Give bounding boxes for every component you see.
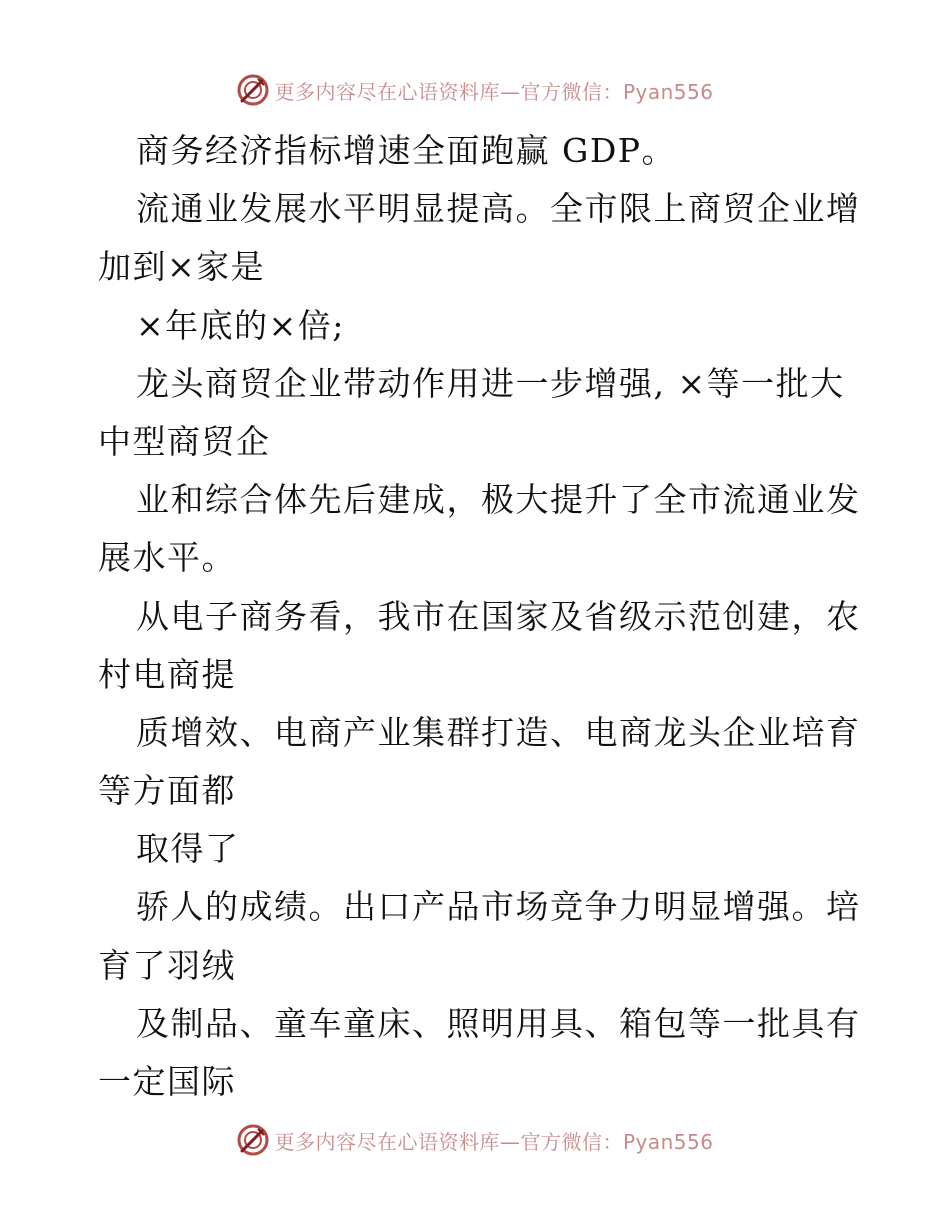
text-line: 从电子商务看，我市在国家及省级示范创建，农 (136, 596, 861, 636)
text-line: 展水平。 (98, 538, 236, 578)
watermark-text: 更多内容尽在心语资料库—官方微信：Pyan556 (274, 79, 714, 104)
text-line: 及制品、童车童床、照明用具、箱包等一批具有 (136, 1003, 861, 1043)
watermark-banner-top (0, 70, 950, 110)
logo-icon (236, 1123, 270, 1157)
watermark-text: 更多内容尽在心语资料库—官方微信：Pyan556 (274, 1129, 714, 1154)
text-line: ×年底的×倍; (136, 305, 345, 345)
text-line: 加到×家是 (98, 247, 266, 287)
text-line: 骄人的成绩。出口产品市场竞争力明显增强。培 (136, 887, 861, 927)
text-line: 商务经济指标增速全面跑赢 GDP。 (136, 131, 677, 170)
text-line: 流通业发展水平明显提高。全市限上商贸企业增 (136, 189, 861, 229)
text-line: 等方面都 (98, 771, 236, 811)
text-line: 业和综合体先后建成，极大提升了全市流通业发 (136, 480, 861, 520)
watermark-banner-bottom (0, 1120, 950, 1160)
text-line: 一定国际 (98, 1062, 236, 1101)
text-line: 龙头商贸企业带动作用进一步增强, ×等一批大 (136, 363, 845, 403)
text-line: 质增效、电商产业集群打造、电商龙头企业培育 (136, 712, 861, 752)
text-line: 育了羽绒 (98, 945, 236, 985)
logo-icon (236, 73, 270, 107)
text-line: 中型商贸企 (98, 421, 271, 461)
document-body (98, 122, 861, 1111)
text-line: 取得了 (136, 829, 240, 869)
text-line: 村电商提 (98, 654, 236, 694)
